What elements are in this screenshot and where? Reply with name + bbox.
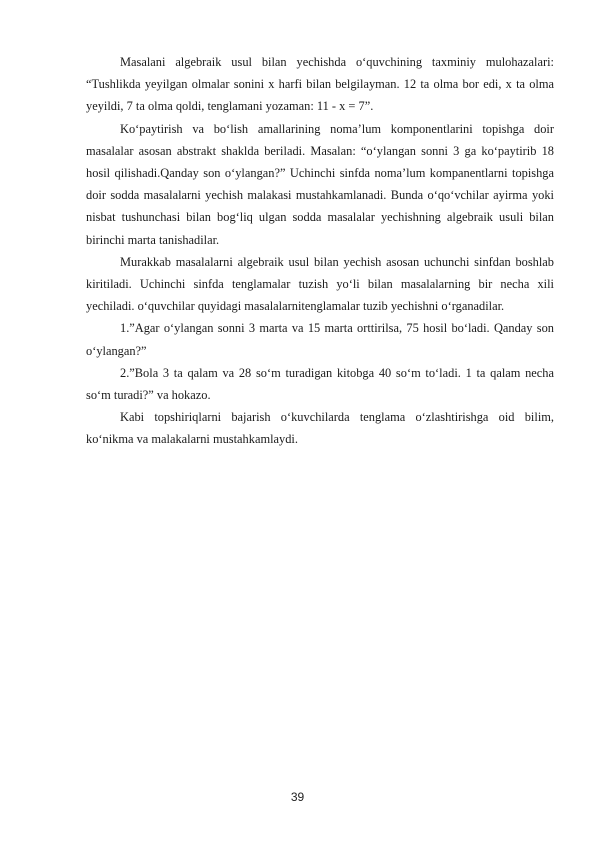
paragraph-5: 2.”Bola 3 ta qalam va 28 so‘m turadigan kitobga 40 so‘m to‘ladi. 1 ta qalam necha so‘m turadi?” va hokazo. [86,365,554,403]
body-text [86,51,554,451]
paragraph-2: Ko‘paytirish va bo‘lish amallarining noma’lum komponentlarini topishga doir masalalar asosan abstrakt shaklda beriladi. Masalan: “o‘ylangan sonni 3 ga ko‘paytirib 18 hosil qilishadi.Qanday son o‘ylangan?” Uchinchi sinfda noma’lum kompanentlarni topishga doir sodda masalalarni yechish malakasi mustahkamlanadi. Bunda o‘qo‘vchilar ayirma yoki nisbat tushunchasi bilan bog‘liq ulgan sodda masalalar yechishning algebraik usuli bilan birinchi marta tanishadilar. [86,121,554,247]
paragraph-6: Kabi topshiriqlarni bajarish o‘kuvchilarda tenglama o‘zlashtirishga oid bilim, ko‘nikma va malakalarni mustahkamlaydi. [86,410,554,447]
paragraph-4: 1.”Agar o‘ylangan sonni 3 marta va 15 marta orttirilsa, 75 hosil bo‘ladi. Qanday son o‘ylangan?” [86,321,554,358]
paragraph-3: Murakkab masalalarni algebraik usul bilan yechish asosan uchunchi sinfdan boshlab kiritiladi. Uchinchi sinfda tenglamalar tuzish yo‘li bilan masalalarning bir necha xili yechiladi. o‘quvchilar quyidagi masalalarnitenglamalar tuzib yechishni o‘rganadilar. [86,254,554,314]
paragraph-1: Masalani algebraik usul bilan yechishda o‘quvchining taxminiy mulohazalari: “Tushlikda yeyilgan olmalar sonini x harfi bilan belgilayman. 12 ta olma bor edi, x ta olma yeyildi, 7 ta olma qoldi, tenglamani yozaman: 11 - x = 7”. [86,55,554,114]
page-number: 39 [290,790,305,804]
